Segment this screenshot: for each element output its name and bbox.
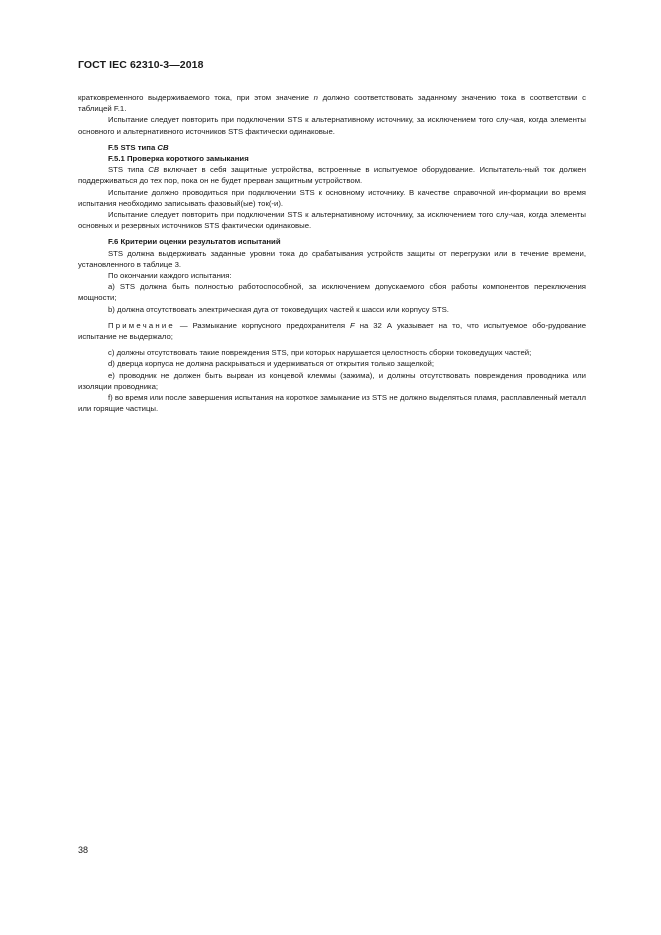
paragraph-continuation: кратковременного выдерживаемого тока, при этом значение n должно соответствовать заданному значению тока в соответствии с таблицей F.1. [78,93,586,114]
paragraph-repeat-alt-source: Испытание следует повторить при подключении STS к альтернативному источнику, за исключением того слу-чая, когда элементы основного и альтернативного источников STS фактически одинаковые. [78,115,586,136]
section-f6-heading: F.6 Критерии оценки результатов испытаний [108,237,281,247]
note-label: Примечание [108,320,175,330]
page-number: 38 [78,845,89,855]
document-header: ГОСТ IEC 62310-3—2018 [78,59,204,71]
list-item-c: c) должны отсутствовать такие повреждения STS, при которых нарушается целостность сборки токоведущих частей; [108,348,532,358]
list-item-b: b) должна отсутствовать электрическая дуга от токоведущих частей к шасси или корпусу STS. [108,304,449,314]
paragraph-f6-1: STS должна выдерживать заданные уровни тока до срабатывания устройств защиты от перегрузки или в течение времени, установленного в таблице 3. [78,248,586,269]
list-item-d: d) дверца корпуса не должна раскрываться и удерживаться от открытия только защелкой; [108,359,435,369]
list-item-a: a) STS должна быть полностью работоспособной, за исключением допускаемого сбоя работы компонентов переключения мощности; [78,282,586,303]
document-body [78,92,586,414]
paragraph-f51-1: STS типа CB включает в себя защитные устройства, встроенные в испытуемое оборудование. Испытатель-ный ток должен поддерживаться до тех пор, пока он не будет прерван защитным устройством. [78,165,586,186]
section-f5-heading: F.5 STS типа CB [108,142,169,152]
list-item-e: e) проводник не должен быть вырван из концевой клеммы (зажима), и должны отсутствовать повреждения проводника или изоляции проводника; [78,370,586,391]
note: Примечание — Размыкание корпусного предохранителя F на 32 А указывает на то, что испытуемое обо-рудование испытание не выдержало; [78,320,586,342]
paragraph-f6-2: По окончании каждого испытания: [108,271,232,281]
paragraph-f51-3: Испытание следует повторить при подключении STS к альтернативному источнику, за исключением того слу-чая, когда элементы основных и резервных источников STS фактически одинаковые. [78,210,586,231]
section-f51-heading: F.5.1 Проверка короткого замыкания [108,154,249,164]
paragraph-f51-2: Испытание должно проводиться при подключении STS к основному источнику. В качестве справочной ин-формации во время испытания необходимо записывать фазовый(ые) ток(-и). [78,187,586,208]
list-item-f: f) во время или после завершения испытания на короткое замыкание из STS не должно выделяться пламя, расплавленный металл или горящие частицы. [78,393,586,414]
